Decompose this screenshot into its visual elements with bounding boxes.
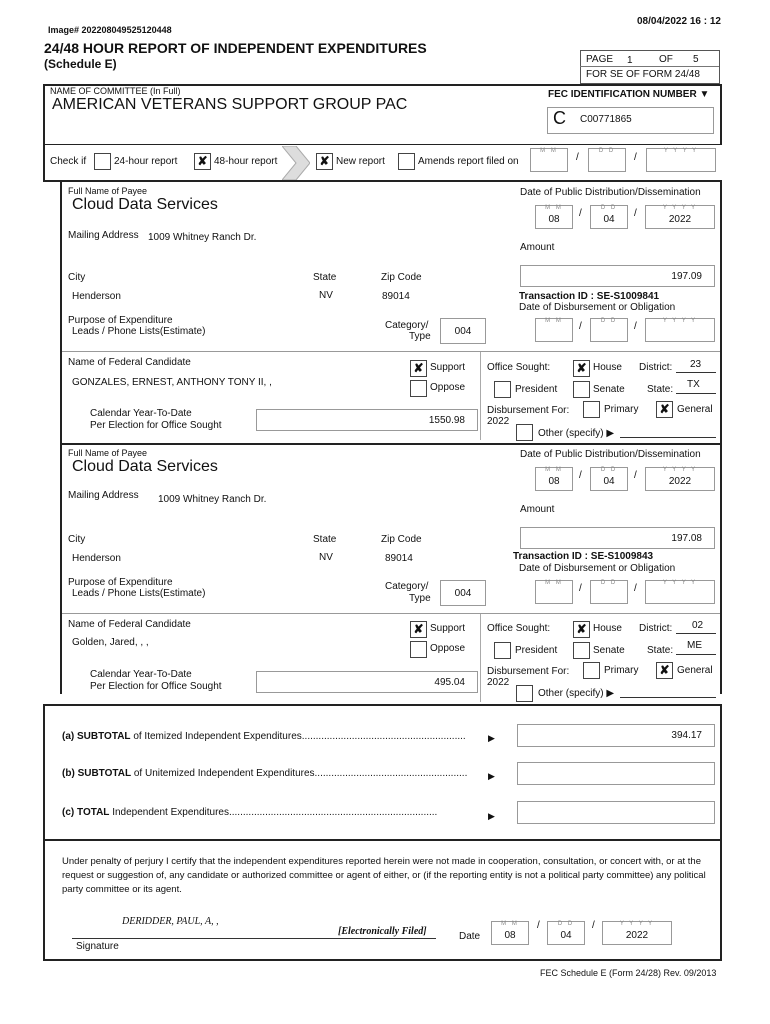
disbursement-for-label: Disbursement For: [487, 666, 570, 677]
city-label: City [68, 272, 86, 283]
dissemination-day[interactable] [590, 467, 628, 491]
form-title: 24/48 HOUR REPORT OF INDEPENDENT EXPENDITURES [44, 40, 427, 56]
purpose-label: Purpose of Expenditure [68, 315, 173, 326]
amount-box[interactable]: 197.09 [520, 265, 715, 287]
district-label: District: [639, 362, 673, 373]
oppose-checkbox[interactable] [410, 641, 427, 658]
total-c-bold: TOTAL [77, 807, 110, 818]
payee-name: Cloud Data Services [72, 458, 218, 475]
disbursement-day[interactable] [590, 580, 628, 604]
city-value: Henderson [72, 553, 121, 564]
disbursement-month[interactable] [535, 580, 573, 604]
slash: / [634, 583, 637, 594]
president-checkbox[interactable] [494, 381, 511, 398]
slash: / [579, 583, 582, 594]
amount-box[interactable]: 197.08 [520, 527, 715, 549]
cert-date-year[interactable] [602, 921, 672, 945]
zip-label: Zip Code [381, 272, 422, 283]
office-sought-label: Office Sought: [487, 362, 551, 373]
dissemination-year[interactable] [645, 205, 715, 229]
subtotal-b-bold: SUBTOTAL [77, 768, 132, 779]
disbursement-year[interactable] [645, 580, 715, 604]
mm-hint: M M [545, 205, 563, 211]
form-footer: FEC Schedule E (Form 24/28) Rev. 09/2013 [540, 968, 717, 978]
type-label: Type [409, 331, 431, 342]
slash: / [576, 152, 579, 163]
category-box[interactable]: 004 [440, 580, 486, 606]
form-subtitle: (Schedule E) [44, 57, 117, 71]
disbursement-month[interactable] [535, 318, 573, 342]
dissemination-month-value: 08 [548, 476, 560, 487]
amount-label: Amount [520, 504, 555, 515]
dissemination-year-value: 2022 [668, 476, 692, 487]
24-hour-label: 24-hour report [114, 156, 178, 167]
mm-hint: M M [540, 148, 558, 154]
slash: / [634, 152, 637, 163]
transaction-id: Transaction ID : SE-S1009843 [513, 551, 654, 562]
house-label: House [593, 623, 622, 634]
oppose-label: Oppose [430, 643, 466, 654]
dissemination-date-label: Date of Public Distribution/Dissemination [520, 187, 701, 198]
president-label: President [515, 645, 558, 656]
committee-name: AMERICAN VETERANS SUPPORT GROUP PAC [52, 96, 408, 113]
disbursement-date-label: Date of Disbursement or Obligation [519, 563, 676, 574]
general-label: General [677, 665, 713, 676]
amends-checkbox[interactable] [398, 153, 415, 170]
purpose-value: Leads / Phone Lists(Estimate) [72, 326, 206, 337]
subtotal-b-box[interactable] [517, 762, 715, 785]
subtotal-b-prefix: (b) [62, 768, 75, 779]
address-label: Mailing Address [68, 230, 139, 241]
slash: / [579, 470, 582, 481]
senate-label: Senate [593, 384, 625, 395]
oppose-checkbox[interactable] [410, 380, 427, 397]
dissemination-day-value: 04 [603, 214, 615, 225]
amends-year[interactable] [646, 148, 716, 172]
yyyy-hint: Y Y Y Y [619, 921, 655, 927]
state2-underline [676, 654, 716, 655]
oppose-label: Oppose [430, 382, 466, 393]
filing-timestamp: 08/04/2022 16 : 12 [637, 16, 721, 27]
yyyy-hint: Y Y Y Y [662, 318, 698, 324]
yyyy-hint: Y Y Y Y [662, 467, 698, 473]
district-underline [676, 633, 716, 634]
dissemination-year-value: 2022 [668, 214, 692, 225]
office-vdivider [480, 352, 482, 440]
state2-underline [676, 393, 716, 394]
dissemination-month-value: 08 [548, 214, 560, 225]
state2-value: ME [687, 640, 702, 651]
district-label: District: [639, 623, 673, 634]
page-total: 5 [693, 54, 699, 65]
dd-hint: D D [600, 205, 618, 211]
other-checkbox[interactable] [516, 424, 533, 441]
yyyy-hint: Y Y Y Y [662, 580, 698, 586]
house-checkbox[interactable]: ✘ [573, 621, 590, 638]
house-checkbox[interactable]: ✘ [573, 360, 590, 377]
dissemination-date-label: Date of Public Distribution/Dissemination [520, 449, 701, 460]
yyyy-hint: Y Y Y Y [662, 205, 698, 211]
cert-date-label: Date [459, 931, 481, 942]
slash: / [537, 920, 540, 931]
candidate-value: GONZALES, ERNEST, ANTHONY TONY II, , [72, 377, 272, 388]
office-sought-label: Office Sought: [487, 623, 551, 634]
dd-hint: D D [598, 148, 616, 154]
payee-label: Full Name of Payee [68, 186, 148, 196]
candidate-label: Name of Federal Candidate [68, 619, 191, 630]
amount-label: Amount [520, 242, 555, 253]
disbursement-year[interactable] [645, 318, 715, 342]
entry-divider [60, 443, 722, 445]
district-value: 23 [690, 359, 702, 370]
48-hour-label: 48-hour report [214, 156, 278, 167]
signature-label: Signature [76, 941, 119, 952]
address-value: 1009 Whitney Ranch Dr. [148, 232, 257, 243]
ytd-label-1: Calendar Year-To-Date [90, 669, 192, 680]
slash: / [579, 208, 582, 219]
state-value: NV [319, 290, 333, 301]
other-underline [620, 697, 716, 698]
fec-id-value: C00771865 [580, 114, 632, 125]
dd-hint: D D [600, 580, 618, 586]
subtotal-a-text: of Itemized Independent Expenditures........................................................... [133, 731, 466, 742]
general-checkbox[interactable]: ✘ [656, 662, 673, 679]
primary-label: Primary [604, 665, 639, 676]
disbursement-day[interactable] [590, 318, 628, 342]
state2-label: State: [647, 384, 674, 395]
category-box[interactable]: 004 [440, 318, 486, 344]
other-checkbox[interactable] [516, 685, 533, 702]
disbursement-for-label: Disbursement For: [487, 405, 570, 416]
committee-name-label: NAME OF COMMITTEE (In Full) [50, 86, 181, 96]
support-checkbox[interactable]: ✘ [410, 360, 427, 377]
president-label: President [515, 384, 558, 395]
mm-hint: M M [501, 921, 519, 927]
dd-hint: D D [557, 921, 575, 927]
candidate-divider [62, 351, 720, 352]
total-c-text: Independent Expenditures........................................................................... [112, 807, 438, 818]
primary-label: Primary [604, 404, 639, 415]
subtotal-a-box[interactable]: 394.17 [517, 724, 715, 747]
new-report-label: New report [336, 156, 385, 167]
ytd-box[interactable]: 1550.98 [256, 409, 478, 431]
fec-id-label: FEC IDENTIFICATION NUMBER ▼ [548, 89, 710, 100]
arrow-icon: ▶ [488, 811, 495, 821]
type-label: Type [409, 593, 431, 604]
state-label: State [313, 534, 337, 545]
purpose-label: Purpose of Expenditure [68, 577, 173, 588]
zip-label: Zip Code [381, 534, 422, 545]
dd-hint: D D [600, 467, 618, 473]
address-label: Mailing Address [68, 490, 139, 501]
senate-checkbox[interactable] [573, 381, 590, 398]
transaction-id: Transaction ID : SE-S1009841 [519, 291, 660, 302]
signature-line [72, 938, 436, 939]
page-label: PAGE [586, 54, 614, 65]
subtotal-a-row [62, 731, 466, 742]
total-c-box[interactable] [517, 801, 715, 824]
subtotal-b-text: of Unitemized Independent Expenditures....................................................... [133, 768, 468, 779]
check-if-label: Check if [50, 156, 87, 167]
purpose-value: Leads / Phone Lists(Estimate) [72, 588, 206, 599]
slash: / [634, 470, 637, 481]
support-label: Support [430, 362, 466, 373]
entries-block [60, 182, 722, 694]
signer-name: DERIDDER, PAUL, A, , [122, 916, 219, 927]
amends-month[interactable] [530, 148, 568, 172]
support-checkbox[interactable]: ✘ [410, 621, 427, 638]
support-label: Support [430, 623, 466, 634]
district-value: 02 [692, 620, 704, 631]
category-label: Category/ [385, 581, 429, 592]
ytd-label-1: Calendar Year-To-Date [90, 408, 192, 419]
ytd-box[interactable]: 495.04 [256, 671, 478, 693]
dissemination-year[interactable] [645, 467, 715, 491]
cert-year-value: 2022 [625, 930, 649, 941]
disbursement-date-label: Date of Disbursement or Obligation [519, 302, 676, 313]
yyyy-hint: Y Y Y Y [663, 148, 699, 154]
zip-value: 89014 [385, 553, 413, 564]
amends-day[interactable] [588, 148, 626, 172]
cert-month-value: 08 [504, 930, 516, 941]
total-c-prefix: (c) [62, 807, 75, 818]
cert-date-day[interactable] [547, 921, 585, 945]
city-label: City [68, 534, 86, 545]
general-checkbox[interactable]: ✘ [656, 401, 673, 418]
city-value: Henderson [72, 291, 121, 302]
subtotal-a-prefix: (a) [62, 731, 75, 742]
electronically-filed: [Electronically Filed] [338, 926, 427, 937]
dissemination-month[interactable] [535, 205, 573, 229]
ytd-label-2: Per Election for Office Sought [90, 420, 222, 431]
primary-checkbox[interactable] [583, 401, 600, 418]
arrow-icon: ▶ [488, 771, 495, 781]
address-value: 1009 Whitney Ranch Dr. [158, 494, 267, 505]
district-underline [676, 372, 716, 373]
subtotal-a-bold: SUBTOTAL [77, 731, 131, 742]
senate-checkbox[interactable] [573, 642, 590, 659]
total-c-row [62, 807, 437, 818]
candidate-value: Golden, Jared, , , [72, 637, 149, 648]
other-underline [620, 437, 716, 438]
fec-id-prefix: C [553, 108, 566, 128]
ytd-label-2: Per Election for Office Sought [90, 681, 222, 692]
election-year: 2022 [487, 677, 510, 688]
report-row-divider [43, 144, 722, 145]
office-vdivider [480, 614, 482, 702]
new-report-checkbox[interactable]: ✘ [316, 153, 333, 170]
slash: / [634, 208, 637, 219]
other-label: Other (specify) ▶ [538, 428, 615, 439]
zip-value: 89014 [382, 291, 410, 302]
state-label: State [313, 272, 337, 283]
payee-label: Full Name of Payee [68, 448, 148, 458]
candidate-label: Name of Federal Candidate [68, 357, 191, 368]
image-id: Image# 202208049525120448 [48, 25, 172, 35]
48-hour-checkbox[interactable]: ✘ [194, 153, 211, 170]
slash: / [634, 321, 637, 332]
cert-day-value: 04 [560, 930, 572, 941]
category-label: Category/ [385, 320, 429, 331]
president-checkbox[interactable] [494, 642, 511, 659]
general-label: General [677, 404, 713, 415]
report-arrow-shape [282, 146, 310, 180]
amends-label: Amends report filed on [418, 156, 519, 167]
dissemination-month[interactable] [535, 467, 573, 491]
mm-hint: M M [545, 467, 563, 473]
dissemination-day-value: 04 [603, 476, 615, 487]
committee-right-edge [720, 84, 723, 144]
24-hour-checkbox[interactable] [94, 153, 111, 170]
for-se-label: FOR SE OF FORM 24/48 [586, 69, 700, 80]
arrow-icon: ▶ [488, 733, 495, 743]
subtotal-b-row [62, 768, 467, 779]
other-label: Other (specify) ▶ [538, 688, 615, 699]
certification-text: Under penalty of perjury I certify that the independent expenditures reported herein were not made in cooperation, consultation, or concert with, or at the request or suggestion of, any candidate or authorized committee or agent of either, or (if the reporting entity is not a political party committee) any political party committee or its agent. [62, 856, 706, 895]
primary-checkbox[interactable] [583, 662, 600, 679]
senate-label: Senate [593, 645, 625, 656]
candidate-divider [62, 613, 720, 614]
state2-label: State: [647, 645, 674, 656]
state-value: NV [319, 552, 333, 563]
page-box-divider [580, 66, 719, 67]
slash: / [592, 920, 595, 931]
slash: / [579, 321, 582, 332]
state2-value: TX [687, 379, 700, 390]
page-number: 1 [627, 55, 633, 66]
cert-date-month[interactable] [491, 921, 529, 945]
mm-hint: M M [545, 318, 563, 324]
mm-hint: M M [545, 580, 563, 586]
election-year: 2022 [487, 416, 510, 427]
dissemination-day[interactable] [590, 205, 628, 229]
of-label: OF [659, 54, 673, 65]
payee-name: Cloud Data Services [72, 196, 218, 213]
house-label: House [593, 362, 622, 373]
dd-hint: D D [600, 318, 618, 324]
